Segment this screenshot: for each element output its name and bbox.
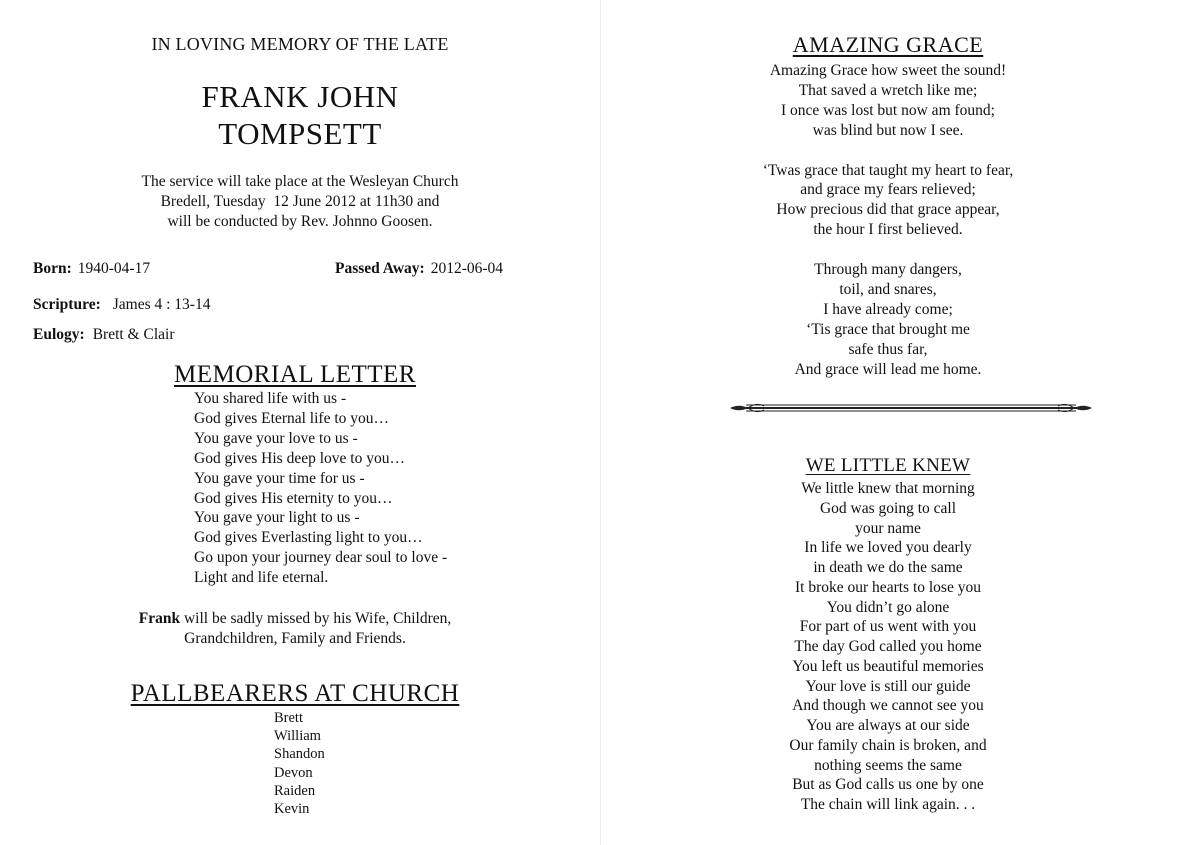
poem-line: Go upon your journey dear soul to love - bbox=[194, 549, 448, 567]
born-field bbox=[33, 260, 150, 278]
missed-name: Frank bbox=[138, 610, 181, 627]
hymn-line: I once was lost but now am found; bbox=[781, 101, 995, 119]
hymn-line: and grace my fears relieved; bbox=[800, 181, 976, 199]
deceased-name bbox=[0, 78, 600, 152]
we-little-knew-heading: WE LITTLE KNEW bbox=[805, 455, 971, 476]
verse-line: The chain will link again. . . bbox=[800, 796, 976, 813]
poem-line: You gave your love to us - bbox=[194, 429, 358, 447]
scripture-label: Scripture: bbox=[33, 296, 101, 313]
verse-line: Our family chain is broken, and bbox=[789, 736, 987, 754]
service-details bbox=[0, 172, 600, 232]
passed-away-value: 2012-06-04 bbox=[430, 260, 504, 277]
pallbearer-name: Raiden bbox=[274, 782, 316, 799]
amazing-grace-heading: AMAZING GRACE bbox=[792, 32, 984, 57]
verse-line: God was going to call bbox=[819, 499, 957, 517]
verse-line: in death we do the same bbox=[813, 559, 963, 576]
memorial-letter-text bbox=[194, 389, 447, 588]
memorial-letter-heading: MEMORIAL LETTER bbox=[174, 361, 416, 388]
hymn-line: And grace will lead me home. bbox=[794, 360, 982, 378]
scripture-field bbox=[33, 296, 210, 314]
service-line: The service will take place at the Wesleyan Church bbox=[141, 173, 459, 190]
pallbearers-heading: PALLBEARERS AT CHURCH bbox=[130, 680, 460, 707]
poem-line: Light and life eternal. bbox=[194, 569, 329, 587]
pallbearer-name: Devon bbox=[274, 764, 313, 781]
poem-line: God gives His deep love to you… bbox=[194, 449, 405, 467]
poem-line: God gives Eternal life to you… bbox=[194, 409, 389, 427]
poem-line: God gives His eternity to you… bbox=[194, 489, 393, 507]
verse-line: And though we cannot see you bbox=[792, 697, 984, 715]
hymn-line: Amazing Grace how sweet the sound! bbox=[769, 62, 1007, 79]
poem-line: You gave your time for us - bbox=[194, 469, 365, 487]
hymn-line: ‘Tis grace that brought me bbox=[806, 320, 970, 338]
scripture-value: James 4 : 13-14 bbox=[112, 296, 211, 313]
passed-away-label: Passed Away: bbox=[335, 260, 425, 277]
missed-rest: will be sadly missed by his Wife, Children, bbox=[180, 610, 452, 627]
hymn-line bbox=[600, 240, 1176, 260]
missed-line-2: Grandchildren, Family and Friends. bbox=[184, 630, 406, 647]
hymn-line: I have already come; bbox=[823, 300, 953, 318]
missed-by-text bbox=[0, 609, 590, 649]
hymn-line: How precious did that grace appear, bbox=[776, 201, 1000, 219]
pallbearer-name: Shandon bbox=[274, 746, 325, 763]
born-label: Born: bbox=[33, 260, 72, 277]
missed-line-1 bbox=[0, 609, 590, 629]
hymn-line: the hour I first believed. bbox=[813, 221, 963, 239]
name-line-1: FRANK JOHN bbox=[201, 79, 399, 114]
verse-line: nothing seems the same bbox=[814, 756, 962, 774]
verse-line: In life we loved you dearly bbox=[804, 539, 972, 557]
eulogy-value: Brett & Clair bbox=[92, 326, 175, 343]
verse-line: We little knew that morning bbox=[801, 480, 975, 497]
eulogy-field bbox=[33, 326, 174, 344]
pallbearer-name: Brett bbox=[274, 710, 303, 726]
hymn-line: That saved a wretch like me; bbox=[798, 81, 978, 99]
poem-line: You shared life with us - bbox=[194, 390, 347, 407]
service-line: will be conducted by Rev. Johnno Goosen. bbox=[167, 213, 433, 230]
poem-line: God gives Everlasting light to you… bbox=[194, 529, 423, 547]
verse-line: You left us beautiful memories bbox=[792, 657, 984, 675]
hymn-line bbox=[600, 141, 1176, 161]
verse-line: Your love is still our guide bbox=[805, 677, 971, 695]
passed-away-field bbox=[335, 260, 503, 278]
name-line-2: TOMPSETT bbox=[218, 116, 382, 151]
hymn-line: ‘Twas grace that taught my heart to fear, bbox=[762, 161, 1014, 179]
verse-line: your name bbox=[855, 519, 921, 537]
poem-line: You gave your light to us - bbox=[194, 509, 360, 527]
hymn-line: Through many dangers, bbox=[814, 261, 962, 279]
amazing-grace-text bbox=[600, 61, 1176, 380]
verse-line: But as God calls us one by one bbox=[792, 776, 984, 794]
verse-line: For part of us went with you bbox=[799, 618, 977, 636]
eulogy-label: Eulogy: bbox=[33, 326, 85, 343]
pallbearers-list bbox=[274, 709, 325, 818]
we-little-knew-text bbox=[600, 479, 1176, 815]
born-value: 1940-04-17 bbox=[77, 260, 151, 277]
verse-line: The day God called you home bbox=[794, 638, 982, 655]
pallbearer-name: Kevin bbox=[274, 801, 310, 818]
verse-line: You are always at our side bbox=[806, 717, 970, 734]
hymn-line: safe thus far, bbox=[848, 340, 928, 358]
ornamental-divider bbox=[728, 400, 1094, 416]
hymn-line: toil, and snares, bbox=[839, 280, 937, 298]
pallbearer-name: William bbox=[274, 728, 321, 745]
service-line: Bredell, Tuesday 12 June 2012 at 11h30 and bbox=[160, 193, 440, 210]
intro-heading: IN LOVING MEMORY OF THE LATE bbox=[151, 34, 449, 54]
verse-line: You didn’t go alone bbox=[826, 598, 950, 616]
verse-line: It broke our hearts to lose you bbox=[795, 578, 981, 596]
hymn-line: was blind but now I see. bbox=[812, 121, 964, 139]
